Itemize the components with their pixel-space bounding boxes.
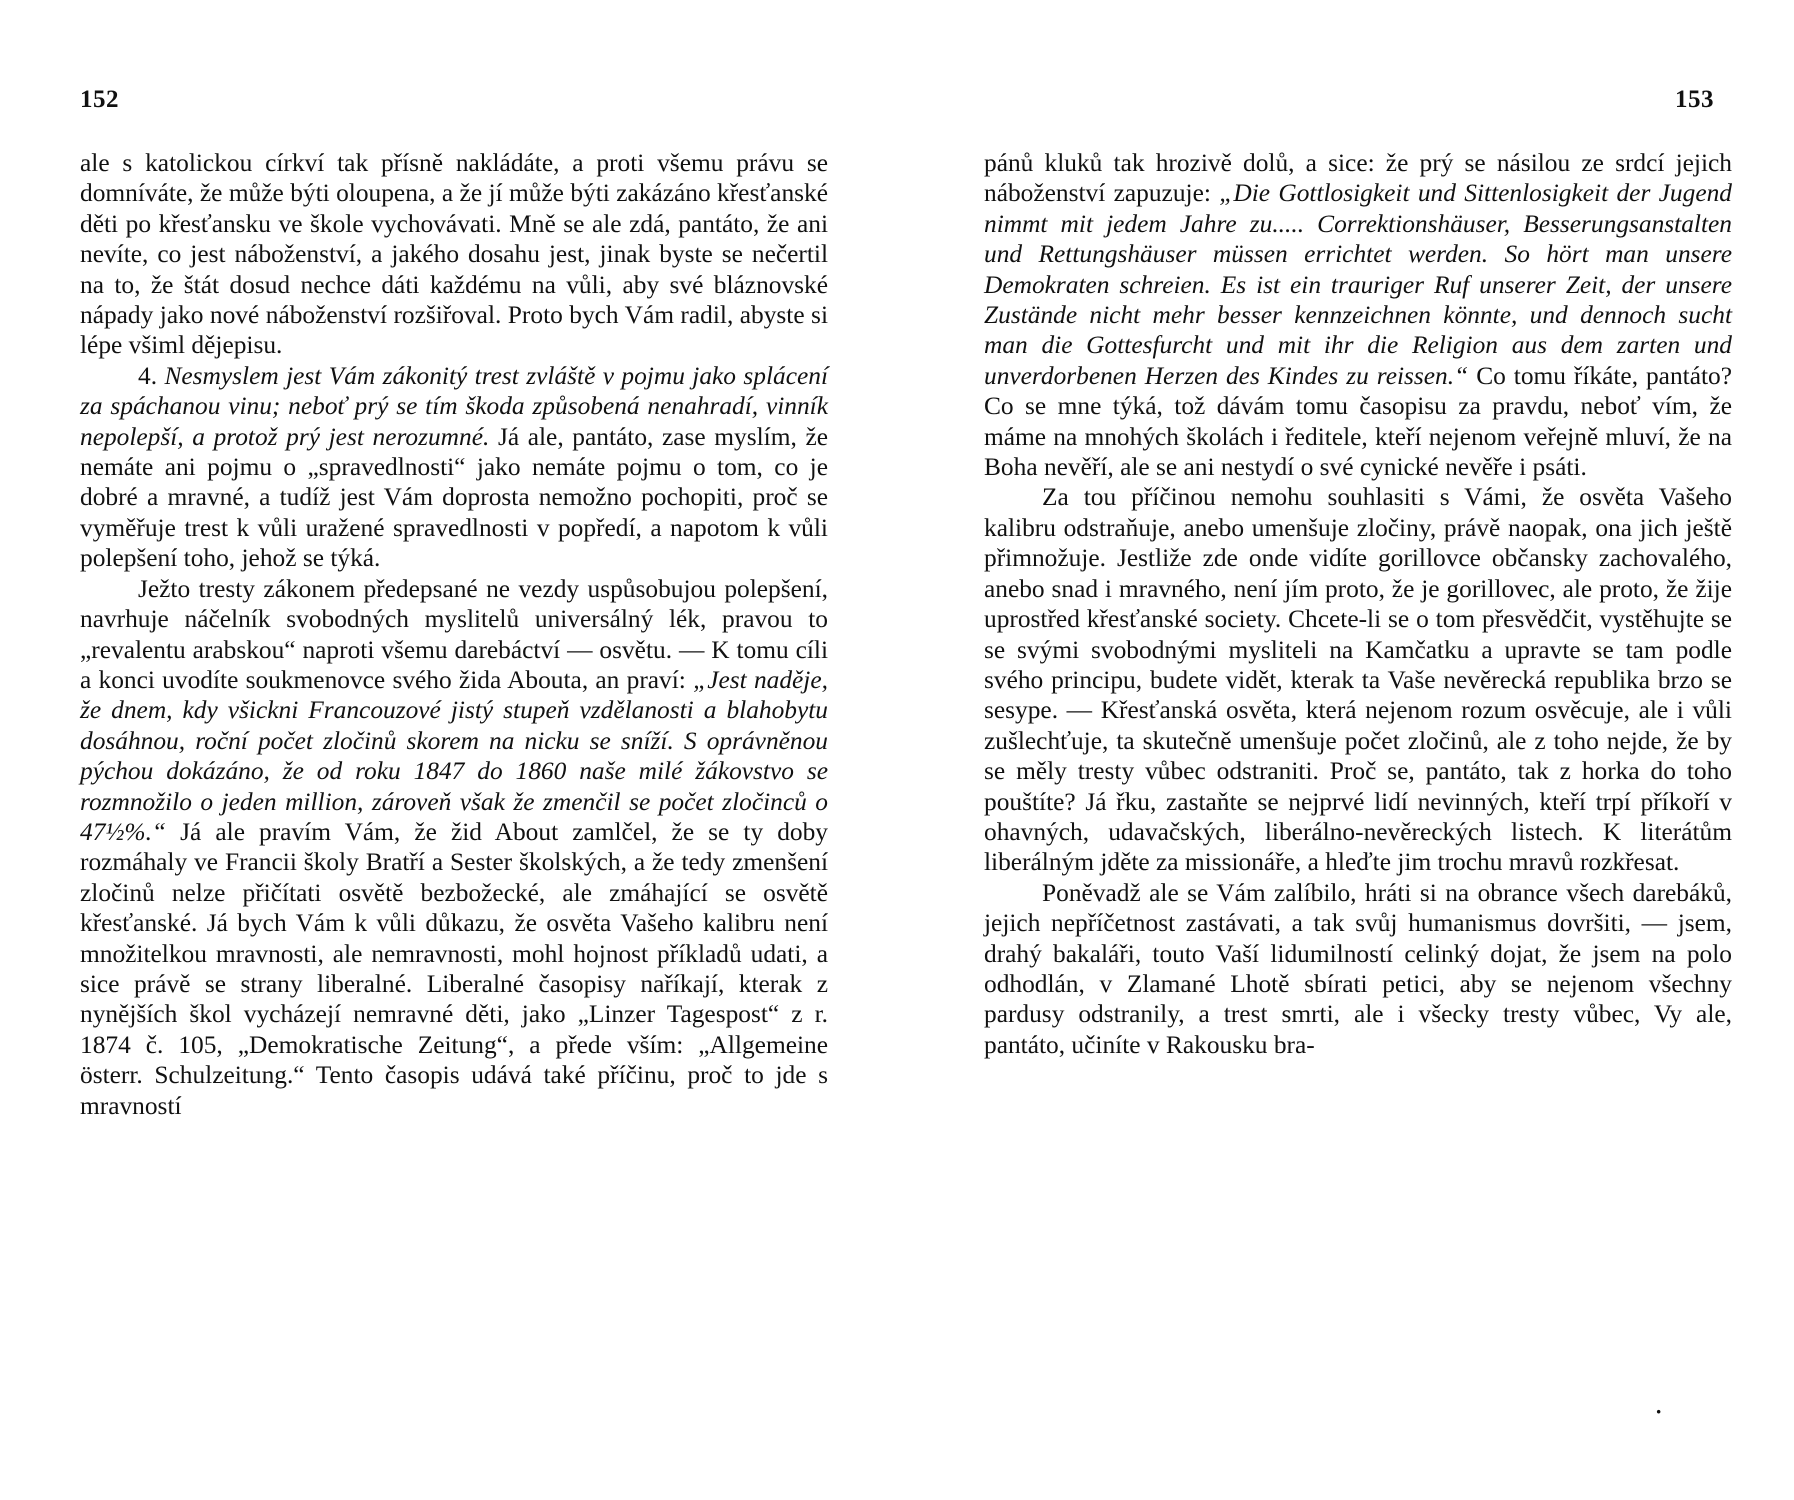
page-number: 152	[80, 86, 119, 113]
paragraph: Poněvadž ale se Vám zalíbilo, hráti si na obrance všech darebáků, jejich nepříčetnost zastávati, a tak svůj humanismus dovršiti, — jsem, drahý bakaláři, touto Vaší lidumilností celinký dojat, že jsem na polo odhodlán, v Zlamané Lhotě sbírati petici, aby se nejenom všechny pardusy odstranily, a trest smrti, ale i všecky tresty vůbec, Vy ale, pantáto, učiníte v Rakousku bra-	[984, 878, 1732, 1059]
italic-quote: „Jest naděje, že dnem, kdy všickni Francouzové jistý stupeň vzdělanosti a blahobytu dosáhnou, roční počet zločinů skorem na nicku se sníží. S oprávněnou pýchou dokázáno, že od roku 1847 do 1860 naše milé žákovstvo se rozmnožilo o jeden million, zároveň však že zmenčil se počet zločinců o 47½%.“	[80, 665, 828, 846]
text-run: Ježto tresty zákonem předepsané ne vezdy uspůsobujou polepšení, navrhuje náčelník svobodných myslitelů universálný lék, pravou to „revalentu arabskou“ naproti všemu darebáctví — osvětu. — K tomu cíli a konci uvodíte soukmenovce svého žida Abouta, an praví:	[80, 574, 828, 694]
text-run: Já ale pravím Vám, že žid About zamlčel, že se ty doby rozmáhaly ve Francii školy Bratří a Sester školských, a že tedy zmenšení zločinů nelze přičítati osvětě bezbožecké, ale zmáhající se osvětě křesťanské. Já bych Vám k vůli důkazu, že osvěta Vašeho kalibru není množitelkou mravnosti, ale nemravnosti, mohl hojnost příkladů udati, a sice právě se strany liberalné. Liberalné časopisy naříkají, kterak z nynějších škol vycházejí nemravné děti, jako „Linzer Tagespost“ z r. 1874 č. 105, „Demokratische Zeitung“, a přede vším: „Allgemeine österr. Schulzeitung.“ Tento časopis udává také příčinu, proč to jde s mravností	[80, 817, 828, 1120]
right-page	[897, 0, 1794, 1500]
text-column	[80, 148, 828, 1121]
text-run: Já ale, pantáto, zase myslím, že nemáte ani pojmu o „spravedlnosti“ jako nemáte pojmu o tom, co je dobré a mravné, a tudíž jest Vám doprosta nemožno pochopiti, proč se vyměřuje trest k vůli uražené spravedlnosti v popředí, a napotom k vůli polepšení toho, jehož se týká.	[80, 422, 828, 573]
paragraph	[80, 361, 828, 574]
item-number: 4.	[138, 361, 158, 390]
page-number: 153	[1675, 86, 1714, 113]
text-run: pánů kluků tak hrozivě dolů, a sice: že prý se násilou ze srdcí jejich náboženství zapuzuje:	[984, 149, 1732, 208]
italic-quote: „Die Gottlosigkeit und Sittenlosigkeit der Jugend nimmt mit jedem Jahre zu..... Correktionshäuser, Besserungsanstalten und Rettungshäuser müssen errichtet werden. So hört man unsere Demokraten schreien. Es ist ein trauriger Ruf unserer Zeit, der unsere Zustände nicht mehr besser kennzeichnen könnte, und dennoch sucht man die Gottesfurcht und mit ihr die Religion aus dem zarten und unverdorbenen Herzen des Kindes zu reissen.“	[984, 179, 1732, 390]
paragraph	[80, 574, 828, 1121]
print-mark: ·	[1655, 1399, 1663, 1424]
paragraph: ale s katolickou církví tak přísně nakládáte, a proti všemu právu se domníváte, že může býti oloupena, a že jí může býti zakázáno křesťanské děti po křesťansku ve škole vychovávati. Mně se ale zdá, pantáto, že ani nevíte, co jest náboženství, a jakého dosahu jest, jinak byste se nečertil na to, že štát dosud nechce dáti každému na vůli, aby své bláznovské nápady jako nové náboženství rozšiřoval. Proto bych Vám radil, abyste si lépe všiml dějepisu.	[80, 149, 828, 360]
text-column	[984, 148, 1732, 1060]
paragraph: Za tou příčinou nemohu souhlasiti s Vámi, že osvěta Vašeho kalibru odstraňuje, anebo umenšuje zločiny, právě naopak, ona jich ještě přimnožuje. Jestliže zde onde vidíte gorillovce občansky zachovalého, anebo snad i mravného, není jím proto, že je gorillovec, ale proto, že žije uprostřed křesťanské society. Chcete-li se o tom přesvědčit, vystěhujte se se svými svobodnými mysliteli na Kamčatku a upravte se tam podle svého principu, budete vidět, kterak ta Vaše nevěrecká republika brzo se sesype. — Křesťanská osvěta, která nejenom rozum osvěcuje, ale i vůli zušlechťuje, ta skutečně umenšuje počet zločinů, ale z toho nejde, že by se měly tresty vůbec odstraniti. Proč se, pantáto, tak z horka do toho pouštíte? Já řku, zastaňte se nejprvé lidí nevinných, kteří trpí příkoří v ohavných, udavačských, liberálno-nevěreckých listech. K literátům liberálným jděte za missionáře, a hleďte jim trochu mravů rozkřesat.	[984, 483, 1732, 877]
paragraph	[984, 148, 1732, 482]
italic-text: Nesmyslem jest Vám zákonitý trest zvláště v pojmu jako splácení za spáchanou vinu; neboť prý se tím škoda způsobená nenahradí, vinník nepolepší, a protož prý jest nerozumné.	[80, 361, 829, 451]
text-run: Co tomu říkáte, pantáto? Co se mne týká, tož dávám tomu časopisu za pravdu, neboť vím, že máme na mnohých školách i ředitele, kteří nejenom veřejně mluví, že na Boha nevěří, ale se ani nestydí o své cynické nevěře i psáti.	[984, 361, 1732, 482]
